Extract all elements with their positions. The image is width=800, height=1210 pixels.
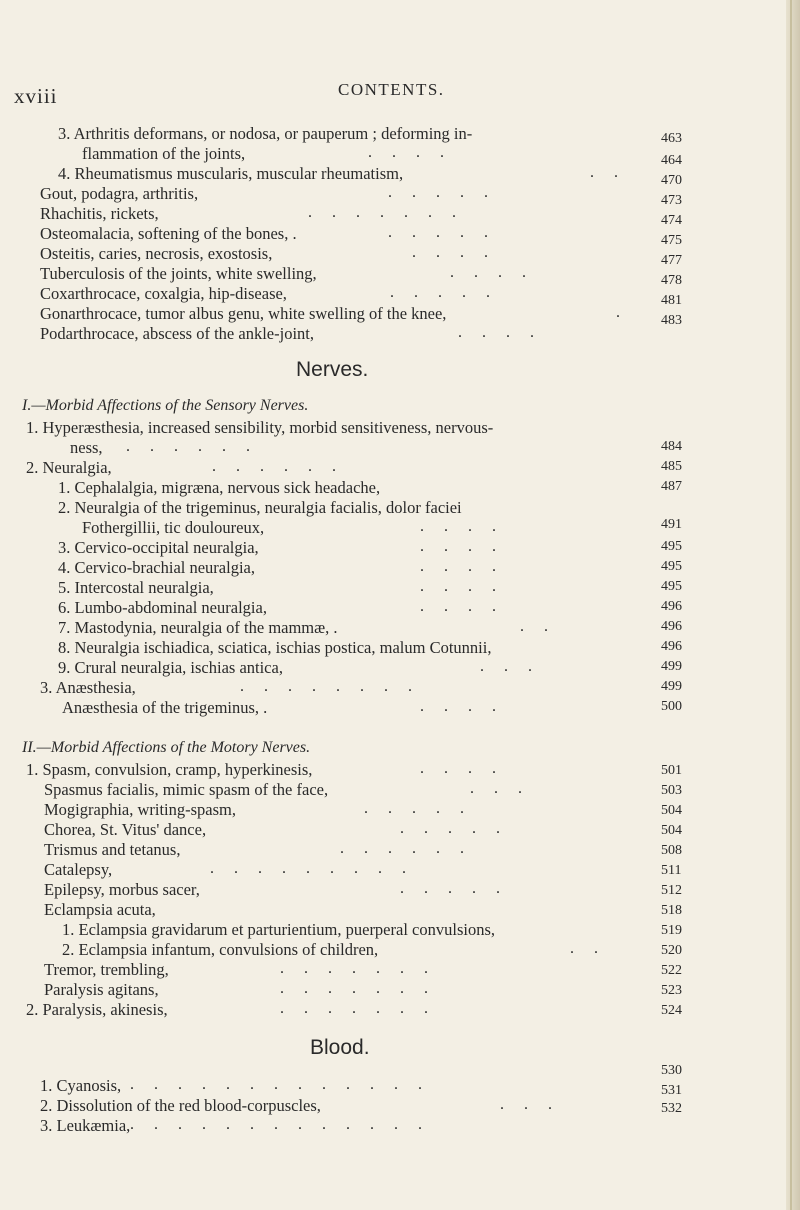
toc-entry: Spasmus facialis, mimic spasm of the face, [44,780,329,799]
leader-dots: ..... [400,820,520,837]
subsection-heading-text: II.—Morbid Affections of the Motory Nerves. [22,739,311,756]
page-ref: 483 [661,313,682,328]
page-ref: 485 [661,459,682,474]
page-ref: 532 [661,1101,682,1116]
leader-dots: .... [420,538,516,555]
leader-dots: .... [420,598,516,615]
page-ref: 501 [661,763,682,778]
page-ref: 496 [661,599,682,614]
leader-dots: ..... [400,880,520,897]
toc-entry: Anæsthesia of the trigeminus, . [62,698,268,717]
page-ref: 495 [661,579,682,594]
leader-dots: .. [570,940,618,957]
leader-dots: ....... [280,980,448,997]
toc-entry: 3. Arthritis deformans, or nodosa, or pauperum ; deforming in- [58,124,473,143]
leader-dots: .... [420,518,516,535]
toc-entry: Mogigraphia, writing-spasm, [44,800,237,819]
leader-dots: ... [500,1096,572,1113]
page-ref: 499 [661,659,682,674]
leader-dots: ... [480,658,552,675]
toc-entry: Tuberculosis of the joints, white swelling, [40,264,317,283]
leader-dots: ......... [210,860,426,877]
page-ref: 484 [661,439,682,454]
leader-dots: ...... [212,458,356,475]
leader-dots: ............. [130,1076,442,1093]
toc-entry: Eclampsia acuta, [44,900,156,919]
leader-dots: ....... [280,1000,448,1017]
toc-entry: 3. Anæsthesia, [40,678,136,697]
page-number: xviii [14,84,58,108]
toc-entry: 5. Intercostal neuralgia, [58,578,214,597]
page-ref: 503 [661,783,682,798]
page-ref: 473 [661,193,682,208]
page-ref: 499 [661,679,682,694]
toc-entry: flammation of the joints, [82,144,246,163]
page-ref: 518 [661,903,682,918]
toc-entry: 3. Cervico-occipital neuralgia, [58,538,259,557]
toc-entry: Catalepsy, [44,860,113,879]
page-ref: 463 [661,131,682,146]
toc-entry: 7. Mastodynia, neuralgia of the mammæ, . [58,618,338,637]
leader-dots: .. [520,618,568,635]
page-ref: 504 [661,803,682,818]
leader-dots: ... [470,780,542,797]
page-edge [786,0,800,1210]
leader-dots: .... [420,760,516,777]
toc-entry: Podarthrocace, abscess of the ankle-joint, [40,324,314,343]
running-title: CONTENTS. [338,80,445,99]
page-ref: 470 [661,173,682,188]
page-ref: 495 [661,559,682,574]
leader-dots: ..... [388,224,508,241]
page-ref: 500 [661,699,682,714]
page-ref: 481 [661,293,682,308]
page-ref: 474 [661,213,682,228]
page-ref: 524 [661,1003,682,1018]
leader-dots: ........ [240,678,432,695]
page-edge-line [790,0,792,1210]
toc-entry: 2. Eclampsia infantum, convulsions of children, [62,940,379,959]
toc-entry: Gout, podagra, arthritis, [40,184,199,203]
page-ref: 504 [661,823,682,838]
leader-dots: .... [412,244,508,261]
toc-entry: 9. Crural neuralgia, ischias antica, [58,658,283,677]
leader-dots: ..... [388,184,508,201]
section-title-blood: Blood. [310,1036,370,1059]
page-ref: 464 [661,153,682,168]
leader-dots: ............. [130,1116,442,1133]
page-ref: 523 [661,983,682,998]
toc-entry: 1. Cephalalgia, migræna, nervous sick headache, [58,478,381,497]
page-ref: 495 [661,539,682,554]
toc-entry: 1. Spasm, convulsion, cramp, hyperkinesis, [26,760,313,779]
page-ref: 531 [661,1083,682,1098]
toc-entry: Tremor, trembling, [44,960,169,979]
page-ref: 496 [661,639,682,654]
leader-dots: .... [420,558,516,575]
page-ref: 477 [661,253,682,268]
toc-entry: 2. Paralysis, akinesis, [26,1000,168,1019]
section-title-nerves: Nerves. [296,358,369,381]
toc-entry: Coxarthrocace, coxalgia, hip-disease, [40,284,287,303]
toc-entry: Gonarthrocace, tumor albus genu, white swelling of the knee, [40,304,447,323]
page-ref: 530 [661,1063,682,1078]
toc-entry: 1. Hyperæsthesia, increased sensibility, morbid sensitiveness, nervous- [26,418,494,437]
subsection-heading-text: I.—Morbid Affections of the Sensory Nerves. [22,397,309,414]
leader-dots: .... [368,144,464,161]
leader-dots: ...... [340,840,484,857]
toc-entry: Trismus and tetanus, [44,840,181,859]
leader-dots: ....... [308,204,476,221]
toc-entry: Rhachitis, rickets, [40,204,159,223]
leader-dots: .... [450,264,546,281]
toc-entry: Paralysis agitans, [44,980,159,999]
leader-dots: ..... [364,800,484,817]
page-ref: 520 [661,943,682,958]
toc-entry: Chorea, St. Vitus' dance, [44,820,207,839]
page-ref: 519 [661,923,682,938]
page-ref: 512 [661,883,682,898]
toc-entry: Fothergillii, tic douloureux, [82,518,265,537]
leader-dots: .. [590,164,638,181]
leader-dots: . [616,304,640,321]
toc-entry: 2. Neuralgia of the trigeminus, neuralgia facialis, dolor faciei [58,498,462,517]
page-ref: 478 [661,273,682,288]
leader-dots: .... [420,698,516,715]
leader-dots: ..... [390,284,510,301]
toc-entry: Epilepsy, morbus sacer, [44,880,200,899]
page-ref: 522 [661,963,682,978]
leader-dots: ...... [126,438,270,455]
leader-dots: .... [420,578,516,595]
page-ref: 491 [661,517,682,532]
page-ref: 487 [661,479,682,494]
page-ref: 475 [661,233,682,248]
toc-entry: 3. Leukæmia, [40,1116,131,1135]
toc-entry: 1. Cyanosis, [40,1076,122,1095]
page-ref: 511 [661,863,682,878]
toc-entry: 4. Rheumatismus muscularis, muscular rheumatism, [58,164,404,183]
toc-entry: 4. Cervico-brachial neuralgia, [58,558,255,577]
toc-entry: 6. Lumbo-abdominal neuralgia, [58,598,267,617]
page-ref: 508 [661,843,682,858]
subsection-heading [22,738,310,758]
toc-entry: ness, [70,438,103,457]
subsection-heading [22,396,308,416]
toc-entry: 2. Dissolution of the red blood-corpuscles, [40,1096,321,1115]
page-ref: 496 [661,619,682,634]
toc-entry: 2. Neuralgia, [26,458,112,477]
toc-entry: 1. Eclampsia gravidarum et parturientium, puerperal convulsions, [62,920,495,939]
toc-entry: Osteitis, caries, necrosis, exostosis, [40,244,273,263]
leader-dots: .... [458,324,554,341]
toc-entry: 8. Neuralgia ischiadica, sciatica, ischias postica, malum Cotunnii, [58,638,492,657]
toc-entry: Osteomalacia, softening of the bones, . [40,224,297,243]
leader-dots: ....... [280,960,448,977]
